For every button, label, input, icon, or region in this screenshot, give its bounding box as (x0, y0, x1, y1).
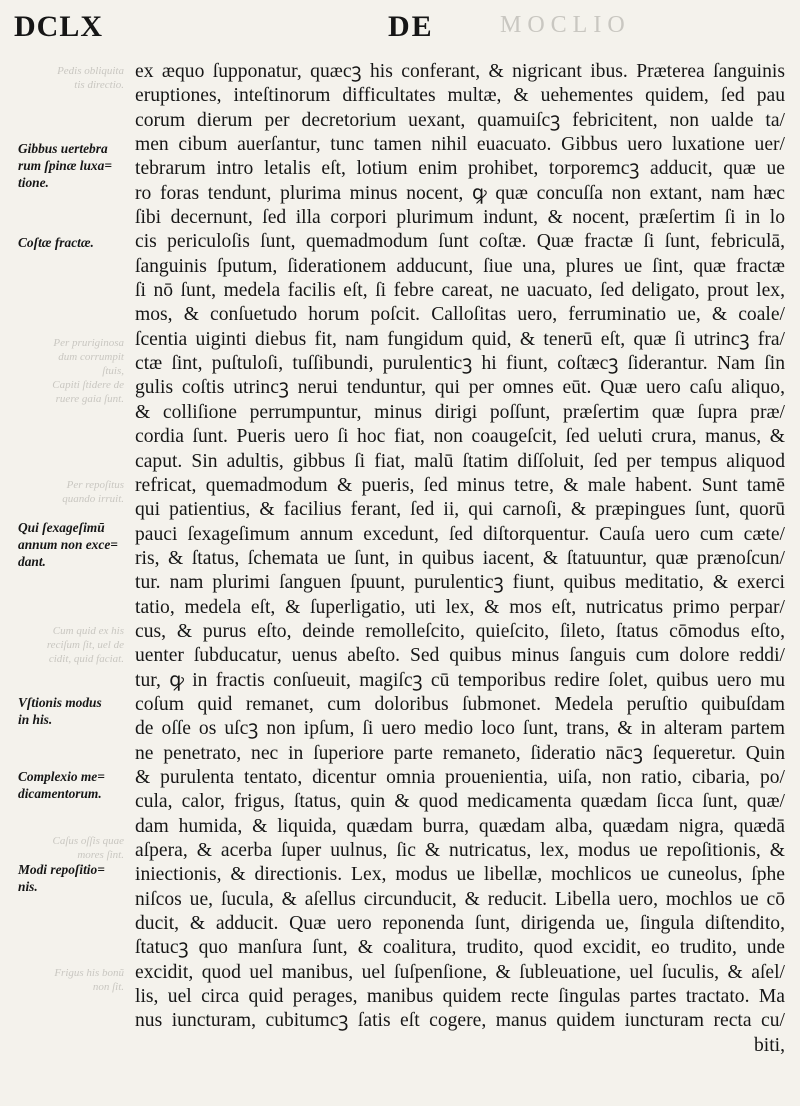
margin-note-sexagesimum: Qui ſexageſimū annum non exce= dant. (18, 520, 118, 569)
main-text-block (135, 60, 785, 1058)
bleed-through-note: Cum quid ex his reciſum ſit, uel de cidit, quid faciat. (46, 625, 124, 665)
text-line: uenter ſubducatur, uenus abeſto. Sed quibus minus ſanguis cum dolore reddi/ (135, 645, 785, 667)
text-line: eruptiones, inteſtinorum difficultates multæ, & uehementes quidem, ſed pau (135, 85, 785, 107)
text-line: corum dierum per decretorium uexant, quamuiſcꝫ febricitent, non ualde ta/ (135, 109, 785, 131)
text-line: & purulenta tentato, dicentur omnia prouenientia, uiſa, non ratio, cibaria, po/ (135, 766, 785, 788)
text-line: de oſſe os uſcꝫ non ipſum, ſi uero medio loco ſunt, trans, & in alteram partem (135, 718, 785, 740)
bleed-through-header: MOCLIO (500, 12, 631, 38)
text-line: cula, calor, frigus, ſtatus, quin & quod medicamenta quædam ſicca ſunt, quæ/ (135, 791, 785, 813)
text-line: ſi nō ſunt, medela facilis eſt, ſi febre careat, ne uacuato, ſed deligato, prout lex, (135, 280, 785, 302)
margin-note-costae: Coſtæ fractæ. (18, 235, 94, 250)
text-line: qui patientius, & facilius ferant, ſed ii, qui carnoſi, & præpingues ſunt, quorū (135, 499, 785, 521)
text-line: biti, (753, 1034, 785, 1056)
text-line: tebrarum intro letalis eſt, lotium enim prohibet, torporemcꝫ adducit, quæ ue (135, 158, 785, 180)
margin-note-complexio: Complexio me= dicamentorum. (18, 769, 105, 801)
text-line: refricat, quemadmodum & pueris, ſed minus tetre, & male habent. Sunt tamē (135, 474, 785, 496)
text-line: mos, & conſuetudo horum poſcit. Calloſitas uero, ferruminatio ue, & coale/ (135, 304, 785, 326)
text-line: niſcos ue, ſucula, & aſellus circunducit, & reducit. Libella uero, mochlos ue cō (135, 888, 785, 910)
text-line: & colliſione perrumpuntur, minus dirigi poſſunt, præſertim quæ ſupra præ/ (135, 401, 785, 423)
text-line: ne penetrato, nec in ſuperiore parte remaneto, ſideratio nācꝫ ſequeretur. Quin (135, 742, 785, 764)
text-line: excidit, quod uel manibus, uel ſuſpenſione, & ſubleuatione, uel ſuculis, & aſel/ (135, 961, 785, 983)
text-line: ſtatucꝫ quo manſura ſunt, & coalitura, trudito, quod excidit, eo trudito, unde (135, 937, 785, 959)
margin-note-gibbus: Gibbus uertebra rum ſpinæ luxa= tione. (18, 141, 112, 190)
text-line: caput. Sin adultis, gibbus ſi fiat, malū ſtatim diſſoluit, ſed per tempus aliquod (135, 450, 785, 472)
text-line: tur, ꝙ in fractis conſueuit, magiſcꝫ cū temporibus redire ſolet, quibus uero mu (135, 669, 785, 691)
text-line: tatio, medela eſt, & ſuperligatio, uti lex, & mos eſt, nutricatus primo perpar/ (135, 596, 785, 618)
text-line: tur. nam plurimi ſanguen ſpuunt, purulenticꝫ fiunt, quibus meditatio, & exerci (135, 572, 785, 594)
text-line: ris, & ſtatus, ſchemata ue ſunt, in quibus iacent, & ſtatuuntur, quæ prænoſcun/ (135, 547, 785, 569)
text-line: pauci ſexageſimum annum excedunt, ſed diſtorquentur. Cauſa uero cum cæte/ (135, 523, 785, 545)
text-line: ducit, & adducit. Quæ uero reponenda ſunt, dirigenda ue, ſingula diſtendito, (135, 913, 785, 935)
text-line: iniectionis, & directionis. Lex, modus ue libellæ, mochlicos ue cuneolus, ſphe (135, 864, 785, 886)
text-line: ſanguinis ſputum, ſiderationem adducunt, ſiue una, plures ue ſint, quæ fractæ (135, 255, 785, 277)
text-line: nus iuncturam, cubitumcꝫ ſatis eſt cogere, manus quidem iuncturam recta cu/ (135, 1010, 785, 1032)
bleed-through-note: Per repoſitus quando irruit. (62, 479, 124, 505)
text-line: cis periculoſis ſunt, quemadmodum ſunt coſtæ. Quæ fractæ ſi ſunt, febriculā, (135, 231, 785, 253)
running-title: DE (388, 10, 434, 43)
text-line: ro foras tendunt, plurima minus nocent, ꝙ quæ concuſſa non extant, nam hæc (135, 182, 785, 204)
text-line: ſibi decernunt, ſed illa corpori plurimum indunt, & nocent, præſertim ſi in lo (135, 207, 785, 229)
bleed-through-note: Caſus oſſis quae mores ſint. (52, 835, 124, 861)
text-line: cus, & purus eſto, deinde remolleſcito, quieſcito, ſileto, ſtatus cōmodus eſto, (135, 620, 785, 642)
text-line: coſum quid remanet, cum doloribus ſubmonet. Medela peruſtio quibuſdam (135, 693, 785, 715)
text-line: ctæ ſint, puſtuloſi, tuſſibundi, purulenticꝫ hi fiunt, coſtæcꝫ ſiderantur. Nam ſin (135, 353, 785, 375)
text-line: aſpera, & acerba ſuper uulnus, ſic & nutricatus, lex, modus ue repoſitionis, & (135, 840, 785, 861)
bleed-through-note: Per pruriginosa dum corrumpit ſtuis, Capiti ſtidere de ruere gaia ſunt. (52, 337, 124, 405)
text-line: ſcentia uiginti diebus fit, nam fungidum quid, & tenerū eſt, quæ ſi utrincꝫ fra/ (135, 328, 785, 350)
text-line: lis, uel circa quid perages, manibus quidem recte ſingulas partes tractato. Ma (135, 986, 785, 1008)
bleed-through-note: Frigus his bonũ non ſit. (54, 967, 124, 993)
bleed-through-note: Pedis obliquita tis directio. (57, 65, 124, 91)
page-number: DCLX (14, 10, 104, 43)
text-line: men cibum auerſantur, tunc tamen nihil euacuato. Gibbus uero luxatione uer/ (135, 134, 785, 156)
text-line: gulis coſtis utrincꝫ nerui tenduntur, qui per omnes eūt. Quæ uero caſu aliquo, (135, 377, 785, 399)
margin-note-modi: Modi repoſitio= nis. (18, 862, 105, 894)
text-line: dam humida, & liquida, quædam burra, quædam alba, quædam nigra, quædā (135, 815, 785, 837)
text-line: ex æquo ſupponatur, quæcꝫ his conferant, & nigricant ibus. Præterea ſanguinis (135, 61, 785, 82)
margin-note-ustionis: Vſtionis modus in his. (18, 695, 102, 727)
text-line: cordia ſunt. Pueris uero ſi hoc fiat, non coaugeſcit, ſed ueluti crura, manus, & (135, 426, 785, 448)
